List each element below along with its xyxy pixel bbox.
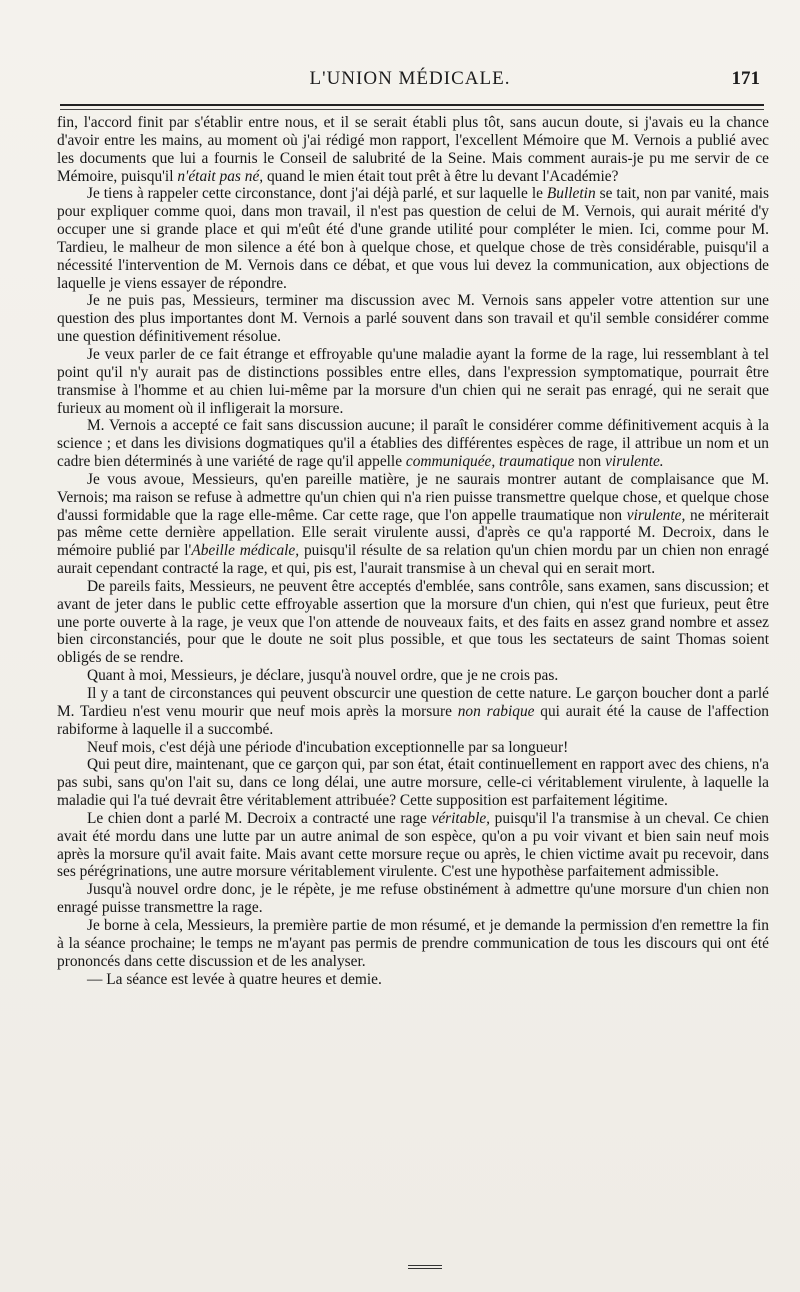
page-number: 171	[731, 68, 760, 89]
paragraph	[57, 739, 769, 757]
paragraph-text: De pareils faits, Messieurs, ne peuvent être acceptés d'emblée, sans contrôle, sans examen, sans discussion; et avant de jeter dans le public cette effroyable assertion que la morsure d'un chien, qui n'est que furieux, peut être une porte ouverte à la rage, je veux que l'on attende de nouveaux faits, et des faits en assez grand nombre et assez bien circonstanciés, pour que le doute ne soit plus possible, et que tous les sectateurs de saint Thomas soient obligés de se rendre.	[57, 577, 769, 667]
paragraph-text: Qui peut dire, maintenant, que ce garçon qui, par son état, était continuellement en rapport avec des chiens, n'a pas subi, sans qu'on l'ait su, dans ce long délai, une autre morsure, celle-ci véritablement virulente, à laquelle la maladie qui l'a tué devrait être véritablement attribuée? Cette supposition est parfaitement légitime.	[57, 756, 769, 810]
article-body	[57, 114, 769, 988]
paragraph-text: se tait, non par vanité, mais pour expliquer comme quoi, dans mon travail, il n'est pas question de celui de M. Vernois, qui aurait mérité d'y occuper une si grande place et qui m'eût été d'une grande utilité pour compléter le mien. Ici, comme pour M. Tardieu, le malheur de mon silence a été bon à quelque chose, et quelque chose de très considérable, puisqu'il a nécessité l'intervention de M. Vernois dans ce débat, et que vous lui devez la communication, aux objections de laquelle je viens essayer de répondre.	[57, 185, 770, 292]
paragraph	[57, 756, 769, 810]
paragraph-text: non	[574, 453, 606, 471]
paragraph	[57, 185, 769, 292]
header-rule-thin	[60, 109, 764, 110]
paragraph-text: Quant à moi, Messieurs, je déclare, jusqu'à nouvel ordre, que je ne crois pas.	[87, 667, 559, 685]
paragraph	[57, 917, 769, 971]
closing-line: — La séance est levée à quatre heures et demie.	[87, 970, 382, 988]
page-header	[60, 68, 760, 102]
paragraph-text: quand le mien était tout prêt à être lu devant l'Académie?	[263, 167, 619, 185]
italic-text: virulente,	[626, 506, 686, 524]
paragraph	[57, 114, 769, 185]
paragraph	[57, 685, 769, 739]
paragraph-text: Jusqu'à nouvel ordre donc, je le répète, je me refuse obstinément à admettre qu'une morsure d'un chien non enragé puisse transmettre la rage.	[57, 881, 769, 917]
italic-text: communiquée, traumatique	[405, 453, 575, 471]
paragraph-text: Neuf mois, c'est déjà une période d'incubation exceptionnelle par sa longueur!	[87, 738, 569, 756]
paragraph	[57, 810, 769, 881]
italic-text: Bulletin	[546, 185, 596, 203]
paragraph-text: Je ne puis pas, Messieurs, terminer ma discussion avec M. Vernois sans appeler votre attention sur une question des plus importantes dont M. Vernois a parlé souvent dans son travail et qu'il semble considérer comme une question définitivement résolue.	[57, 292, 769, 346]
paragraph-text: ne mériterait pas même cette dernière appellation. Elle serait virulente aussi, d'après ce qu'a rapporté M. Decroix, dans le mémoire publié par l'	[57, 506, 769, 560]
italic-text: virulente.	[605, 453, 664, 471]
paragraph	[57, 471, 769, 578]
paragraph-text: Je veux parler de ce fait étrange et effroyable qu'une maladie ayant la forme de la rage, lui ressemblant à tel point qu'il n'y aurait pas de distinctions possibles entre elles, dans l'expression symptomatique, pourrait être transmise à l'homme et au chien lui-même par la morsure d'un chien qui ne serait pas enragé, qui ne serait que furieux au moment où il infligerait la morsure.	[57, 345, 769, 417]
paragraph	[57, 667, 769, 685]
running-title: L'UNION MÉDICALE.	[309, 68, 511, 89]
paragraph	[57, 578, 769, 667]
end-mark	[408, 1265, 442, 1269]
paragraph-text: Il y a tant de circonstances qui peuvent obscurcir une question de cette nature. Le garçon boucher dont a parlé M. Tardieu n'est venu mourir que neuf mois après la morsure	[57, 685, 769, 720]
italic-text: Abeille médicale,	[191, 542, 300, 560]
paragraph	[57, 346, 769, 417]
paragraph-text: Je borne à cela, Messieurs, la première partie de mon résumé, et je demande la permission d'en remettre la fin à la séance prochaine; le temps ne m'ayant pas permis de prendre communication de tous les discours qui ont été prononcés dans cette discussion et de les analyser.	[57, 916, 769, 970]
paragraph-text: Je vous avoue, Messieurs, qu'en pareille matière, je ne saurais montrer autant de complaisance que M. Vernois; ma raison se refuse à admettre qu'un chien qui n'a rien puisse transmettre quelque chose, et quelque chose d'aussi formidable que la rage elle-même. Car cette rage, que l'on appelle traumatique non	[57, 470, 769, 524]
italic-text: n'était pas né,	[177, 167, 264, 185]
paragraph-text: puisqu'il l'a transmise à un cheval. Ce chien avait été mordu dans une lutte par un autre animal de son espèce, qu'on a pu voir vivant et bien sain neuf mois après la morsure qu'il avait faite. Mais avant cette morsure reçue ou après, le chien victime avait pu recevoir, dans ses pérégrinations, une autre morsure véritablement virulente. C'est une hypothèse parfaitement admissible.	[57, 809, 769, 881]
paragraph-text: puisqu'il résulte de sa relation qu'un chien mordu par un chien non enragé aurait cependant contracté la rage, et qui, pis est, l'aurait transmise à un cheval qui en serait mort.	[57, 542, 769, 578]
paragraph-text: Le chien dont a parlé M. Decroix a contracté une rage	[87, 809, 432, 827]
paragraph-text: Je tiens à rappeler cette circonstance, dont j'ai déjà parlé, et sur laquelle le	[87, 185, 547, 203]
header-rule	[60, 104, 764, 106]
paragraph	[57, 881, 769, 917]
paragraph	[57, 417, 769, 471]
paragraph-text: fin, l'accord finit par s'établir entre nous, et il se serait établi plus tôt, sans aucun doute, si j'avais eu la chance d'avoir entre les mains, au moment où j'ai rédigé mon rapport, l'excellent Mémoire que M. Vernois a publié avec les documents que lui a fournis le Conseil de salubrité de la Seine. Mais comment aurais-je pu me servir de ce Mémoire, puisqu'il	[57, 114, 769, 185]
italic-text: non rabique	[457, 702, 535, 720]
paragraph-text: M. Vernois a accepté ce fait sans discussion aucune; il paraît le considérer comme définitivement acquis à la science ; et dans les divisions dogmatiques qu'il a établies des différentes espèces de rage, il attribue un nom et un cadre bien déterminés à une variété de rage qu'il appelle	[57, 417, 769, 471]
paragraph	[57, 292, 769, 346]
paragraph-text: qui aurait été la cause de l'affection rabiforme à laquelle il a succombé.	[57, 702, 769, 738]
italic-text: véritable,	[431, 809, 491, 827]
